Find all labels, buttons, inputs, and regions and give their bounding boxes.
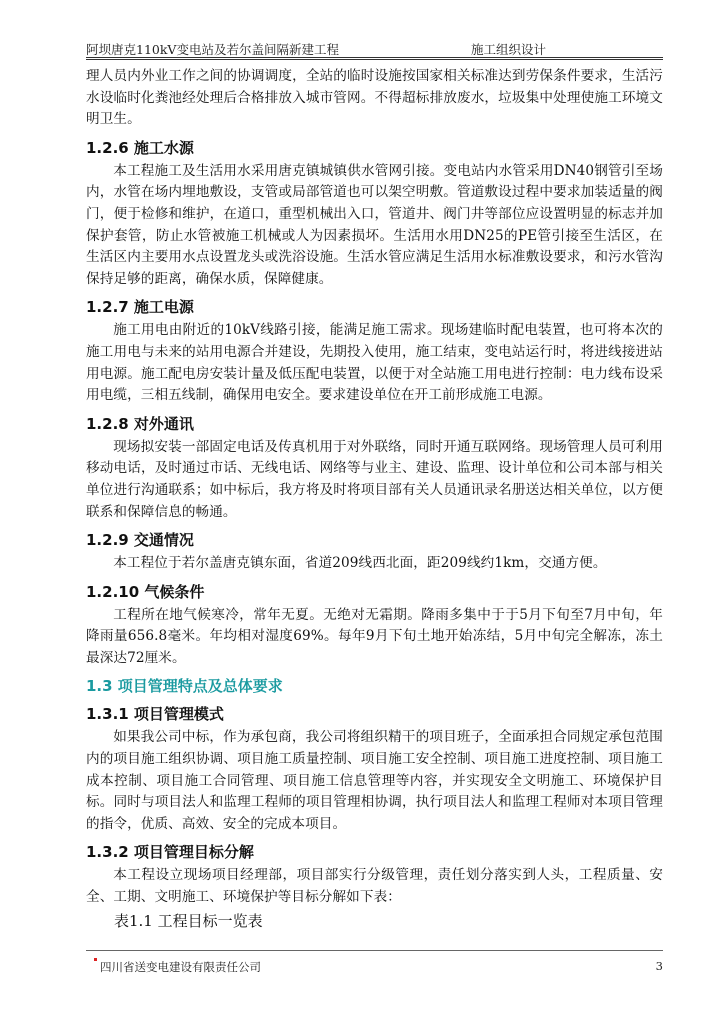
header-doc-title: 施工组织设计 bbox=[471, 42, 547, 57]
bullet-mark-icon bbox=[94, 958, 97, 961]
document-body bbox=[86, 66, 663, 933]
chapter-heading: 1.3 项目管理特点及总体要求 bbox=[86, 677, 283, 696]
header-rule-thin bbox=[86, 59, 663, 60]
section-heading: 1.3.1 项目管理模式 bbox=[86, 705, 224, 724]
footer-rule bbox=[86, 950, 663, 951]
section-heading: 1.2.10 气候条件 bbox=[86, 582, 205, 601]
section-heading: 1.2.9 交通情况 bbox=[86, 531, 194, 550]
page-footer bbox=[86, 950, 663, 980]
page-header bbox=[86, 38, 663, 58]
header-project-title: 阿坝唐克110kV变电站及若尔盖间隔新建工程 bbox=[86, 42, 339, 57]
paragraph: 现场拟安装一部固定电话及传真机用于对外联络，同时开通互联网络。现场管理人员可利用移动电话，及时通过市话、无线电话、网络等与业主、建设、监理、设计单位和公司本部与相关单位进行沟通联系；如中标后，我方将及时将项目部有关人员通讯录名册送达相关单位，以方便联系和保障信息的畅通。 bbox=[86, 438, 663, 520]
paragraph: 工程所在地气候寒冷，常年无夏。无绝对无霜期。降雨多集中于于5月下旬至7月中旬，年降雨量656.8毫米。年均相对湿度69%。每年9月下旬土地开始冻结，5月中旬完全解冻，冻土最深达72厘米。 bbox=[86, 606, 663, 666]
section-heading: 1.3.2 项目管理目标分解 bbox=[86, 843, 254, 862]
paragraph: 理人员内外业工作之间的协调调度，全站的临时设施按国家相关标准达到劳保条件要求，生活污水设临时化粪池经处理后合格排放入城市管网。不得超标排放废水，垃圾集中处理使施工环境文明卫生。 bbox=[86, 68, 663, 128]
footer-company: 四川省送变电建设有限责任公司 bbox=[100, 960, 261, 974]
section-heading: 1.2.6 施工水源 bbox=[86, 138, 194, 157]
page-number: 3 bbox=[655, 959, 663, 973]
section-heading: 1.2.7 施工电源 bbox=[86, 298, 194, 317]
header-rule bbox=[86, 57, 663, 58]
paragraph: 如果我公司中标，作为承包商，我公司将组织精干的项目班子，全面承担合同规定承包范围内的项目施工组织协调、项目施工质量控制、项目施工安全控制、项目施工进度控制、项目施工成本控制、项目施工合同管理、项目施工信息管理等内容，并实现安全文明施工、环境保护目标。同时与项目法人和监理工程师的项目管理相协调，执行项目法人和监理工程师对本项目管理的指令，优质、高效、安全的完成本项目。 bbox=[86, 729, 663, 832]
section-heading: 1.2.8 对外通讯 bbox=[86, 414, 194, 433]
paragraph: 施工用电由附近的10kV线路引接，能满足施工需求。现场建临时配电装置，也可将本次的施工用电与未来的站用电源合并建设，先期投入使用，施工结束，变电站运行时，将进线接进站用电源。施工配电房安装计量及低压配电装置，以便于对全站施工用电进行控制：电力线布设采用电缆，三相五线制，确保用电安全。要求建设单位在开工前形成施工电源。 bbox=[86, 322, 663, 404]
paragraph: 本工程施工及生活用水采用唐克镇城镇供水管网引接。变电站内水管采用DN40钢管引至场内，水管在场内埋地敷设，支管或局部管道也可以架空明敷。管道敷设过程中要求加装适量的阀门，便于检修和维护，在道口，重型机械出入口，管道井、阀门井等部位应设置明显的标志并加保护套管，防止水管被施工机械或人为因素损坏。生活用水用DN25的PE管引接至生活区，在生活区内主要用水点设置龙头或洗浴设施。生活水管应满足生活用水标准敷设要求，和污水管沟保持足够的距离，确保水质，保障健康。 bbox=[86, 162, 663, 287]
table-caption: 表1.1 工程目标一览表 bbox=[114, 911, 263, 930]
paragraph: 本工程位于若尔盖唐克镇东面，省道209线西北面，距209线约1km，交通方便。 bbox=[113, 555, 607, 572]
paragraph: 本工程设立现场项目经理部，项目部实行分级管理，责任划分落实到人头，工程质量、安全、工期、文明施工、环境保护等目标分解如下表： bbox=[86, 867, 663, 906]
